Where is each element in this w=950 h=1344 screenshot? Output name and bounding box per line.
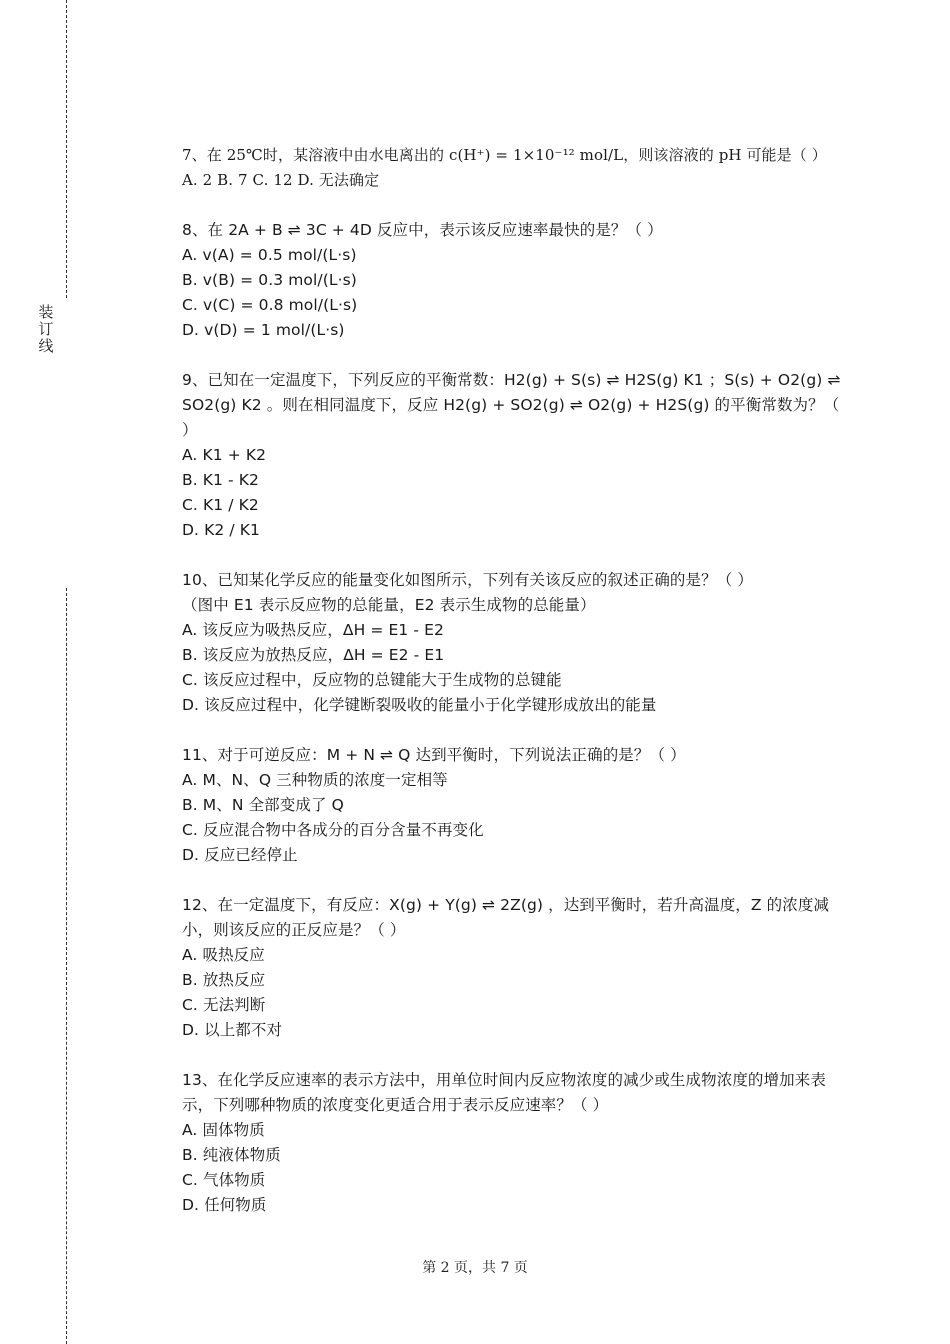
option-b: B. v(B) = 0.3 mol/(L·s)	[182, 271, 357, 289]
option-d: D. 任何物质	[182, 1196, 267, 1214]
option-b: B. 该反应为放热反应，ΔH = E2 - E1	[182, 646, 445, 664]
binding-dashed-line-top	[66, 0, 67, 298]
option-c: C. 气体物质	[182, 1171, 266, 1189]
option-a: A. 该反应为吸热反应，ΔH = E1 - E2	[182, 621, 444, 639]
option-d: D. 以上都不对	[182, 1021, 283, 1039]
option-b: B. 纯液体物质	[182, 1146, 281, 1164]
option-d: D. K2 / K1	[182, 521, 260, 539]
option-b: B. M、N 全部变成了 Q	[182, 796, 344, 814]
question-stem: 8、在 2A + B ⇌ 3C + 4D 反应中，表示该反应速率最快的是？（ ）	[182, 221, 663, 239]
option-a: A. 固体物质	[182, 1121, 265, 1139]
question-13	[182, 1068, 842, 1218]
question-9	[182, 368, 842, 543]
option-c: C. 该反应过程中，反应物的总键能大于生成物的总键能	[182, 671, 562, 689]
question-stem: 12、在一定温度下，有反应：X(g) + Y(g) ⇌ 2Z(g) ，达到平衡时，若升高温度，Z 的浓度减小，则该反应的正反应是？（ ）	[182, 896, 830, 939]
question-11	[182, 743, 842, 868]
option-a: A. v(A) = 0.5 mol/(L·s)	[182, 246, 357, 264]
option-c: C. v(C) = 0.8 mol/(L·s)	[182, 296, 358, 314]
question-stem: 11、对于可逆反应：M + N ⇌ Q 达到平衡时，下列说法正确的是？（ ）	[182, 746, 686, 764]
binding-dashed-line-bottom	[66, 588, 67, 1344]
question-options-inline: A. 2 B. 7 C. 12 D. 无法确定	[182, 171, 380, 189]
question-list	[182, 143, 842, 1243]
question-note: （图中 E1 表示反应物的总能量，E2 表示生成物的总能量）	[182, 596, 596, 614]
question-stem: 13、在化学反应速率的表示方法中，用单位时间内反应物浓度的减少或生成物浓度的增加来表示，下列哪种物质的浓度变化更适合用于表示反应速率？（ ）	[182, 1071, 826, 1114]
question-8	[182, 218, 842, 343]
option-b: B. 放热反应	[182, 971, 266, 989]
option-d: D. 反应已经停止	[182, 846, 298, 864]
option-a: A. 吸热反应	[182, 946, 265, 964]
question-stem: 7、在 25℃时，某溶液中由水电离出的 c(H⁺) = 1×10⁻¹² mol/L，则该溶液的 pH 可能是（ ）	[182, 146, 827, 164]
option-a: A. K1 + K2	[182, 446, 267, 464]
question-stem: 10、已知某化学反应的能量变化如图所示，下列有关该反应的叙述正确的是？（ ）	[182, 571, 753, 589]
binding-char: 装	[38, 303, 54, 321]
question-12	[182, 893, 842, 1043]
question-10	[182, 568, 842, 718]
option-d: D. 该反应过程中，化学键断裂吸收的能量小于化学键形成放出的能量	[182, 696, 657, 714]
question-7	[182, 143, 842, 193]
binding-char: 线	[38, 337, 54, 355]
option-c: C. K1 / K2	[182, 496, 259, 514]
binding-char: 订	[38, 320, 54, 338]
option-c: C. 无法判断	[182, 996, 266, 1014]
option-d: D. v(D) = 1 mol/(L·s)	[182, 321, 345, 339]
option-a: A. M、N、Q 三种物质的浓度一定相等	[182, 771, 448, 789]
question-stem: 9、已知在一定温度下，下列反应的平衡常数：H2(g) + S(s) ⇌ H2S(g) K1 ；S(s) + O2(g) ⇌ SO2(g) K2 。则在相同温度下，反应 H2(g) + SO2(g) ⇌ O2(g) + H2S(g) 的平衡常数为？（ ）	[182, 371, 841, 439]
option-b: B. K1 - K2	[182, 471, 259, 489]
binding-label	[36, 304, 56, 355]
page-number: 第 2 页，共 7 页	[422, 1260, 528, 1276]
option-c: C. 反应混合物中各成分的百分含量不再变化	[182, 821, 484, 839]
